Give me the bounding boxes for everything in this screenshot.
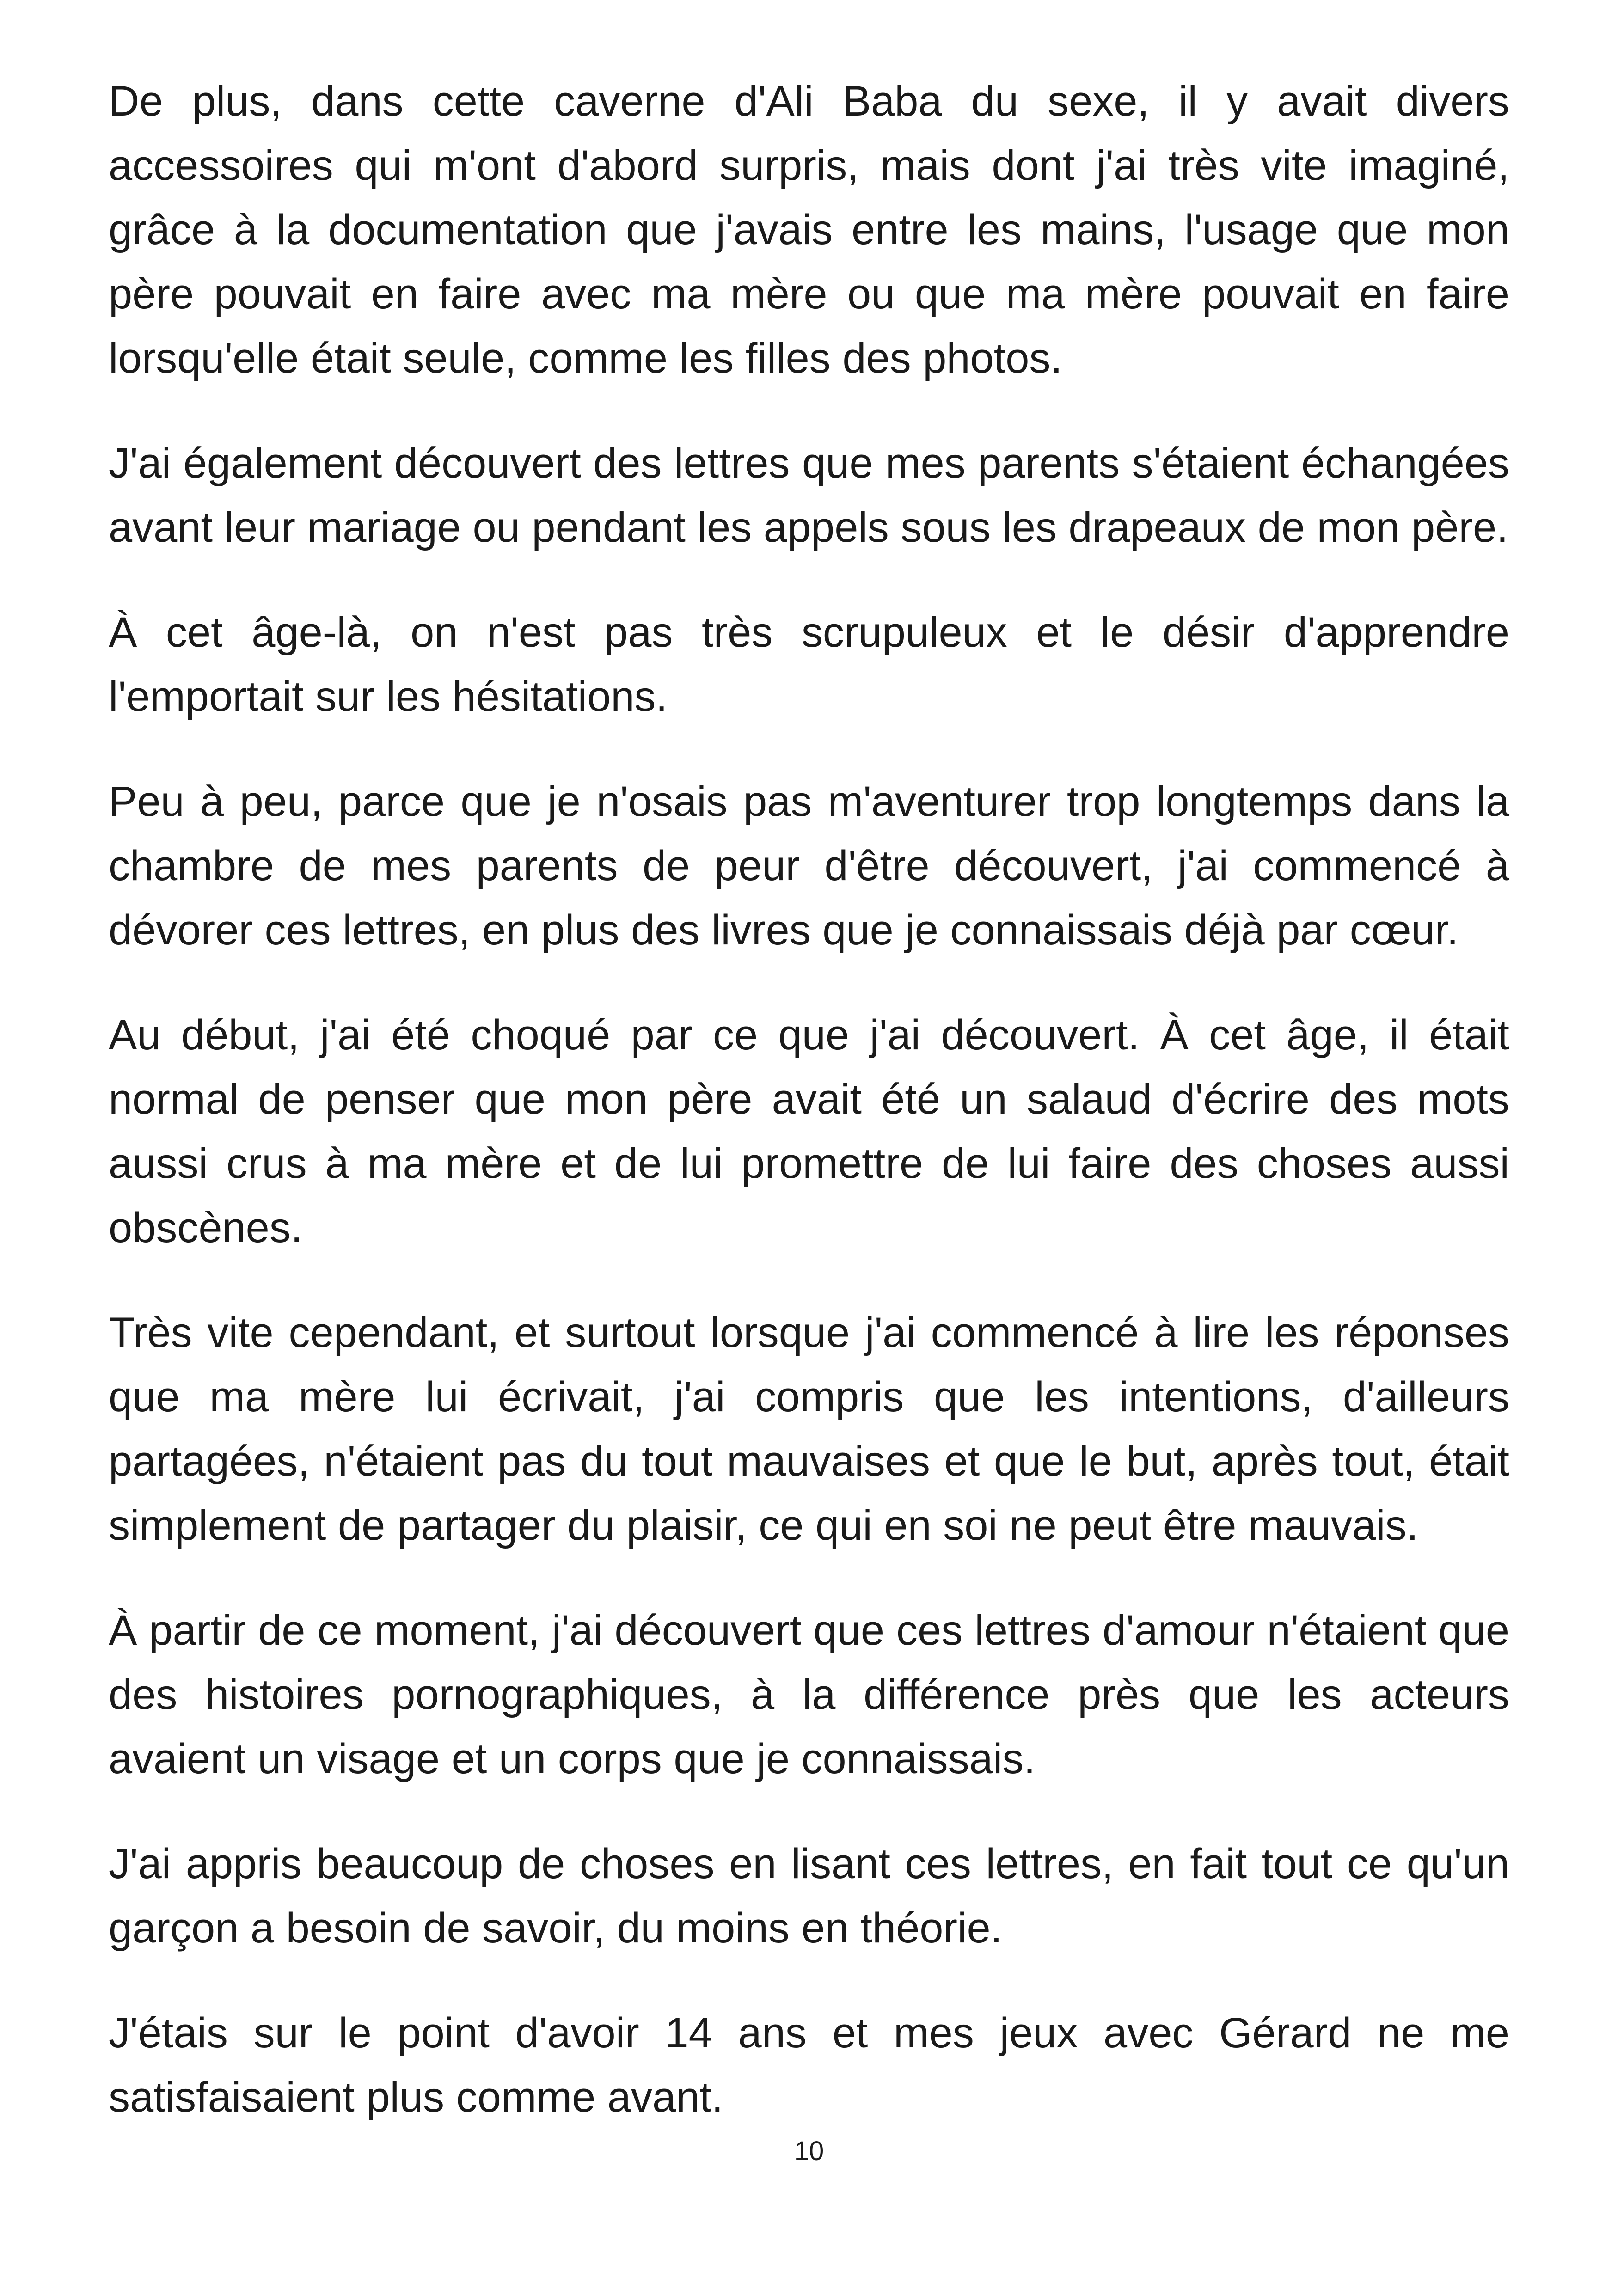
paragraph: J'ai appris beaucoup de choses en lisant ces lettres, en fait tout ce qu'un garçon a besoin de savoir, du moins en théorie.	[109, 1840, 1509, 1952]
page-number: 10	[794, 2136, 824, 2166]
paragraph: J'ai également découvert des lettres que mes parents s'étaient échangées avant leur mariage ou pendant les appels sous les drapeaux de mon père.	[109, 440, 1509, 551]
paragraph: J'étais sur le point d'avoir 14 ans et mes jeux avec Gérard ne me satisfaisaient plus comme avant.	[109, 2009, 1509, 2121]
paragraph: Au début, j'ai été choqué par ce que j'ai découvert. À cet âge, il était normal de penser que mon père avait été un salaud d'écrire des mots aussi crus à ma mère et de lui promettre de lui faire des choses aussi obscènes.	[109, 1011, 1509, 1251]
paragraph: Peu à peu, parce que je n'osais pas m'aventurer trop longtemps dans la chambre de mes parents de peur d'être découvert, j'ai commencé à dévorer ces lettres, en plus des livres que je connaissais déjà par cœur.	[109, 778, 1509, 954]
body-text	[109, 69, 1509, 2170]
paragraph: De plus, dans cette caverne d'Ali Baba du sexe, il y avait divers accessoires qui m'ont d'abord surpris, mais dont j'ai très vite imaginé, grâce à la documentation que j'avais entre les mains, l'usage que mon père pouvait en faire avec ma mère ou que ma mère pouvait en faire lorsqu'elle était seule, comme les filles des photos.	[109, 78, 1509, 382]
paragraph: À cet âge-là, on n'est pas très scrupuleux et le désir d'apprendre l'emportait sur les hésitations.	[109, 609, 1509, 720]
paragraph: Très vite cependant, et surtout lorsque j'ai commencé à lire les réponses que ma mère lui écrivait, j'ai compris que les intentions, d'ailleurs partagées, n'étaient pas du tout mauvaises et que le but, après tout, était simplement de partager du plaisir, ce qui en soi ne peut être mauvais.	[109, 1309, 1509, 1549]
paragraph: À partir de ce moment, j'ai découvert que ces lettres d'amour n'étaient que des histoires pornographiques, à la différence près que les acteurs avaient un visage et un corps que je connaissais.	[109, 1607, 1509, 1782]
